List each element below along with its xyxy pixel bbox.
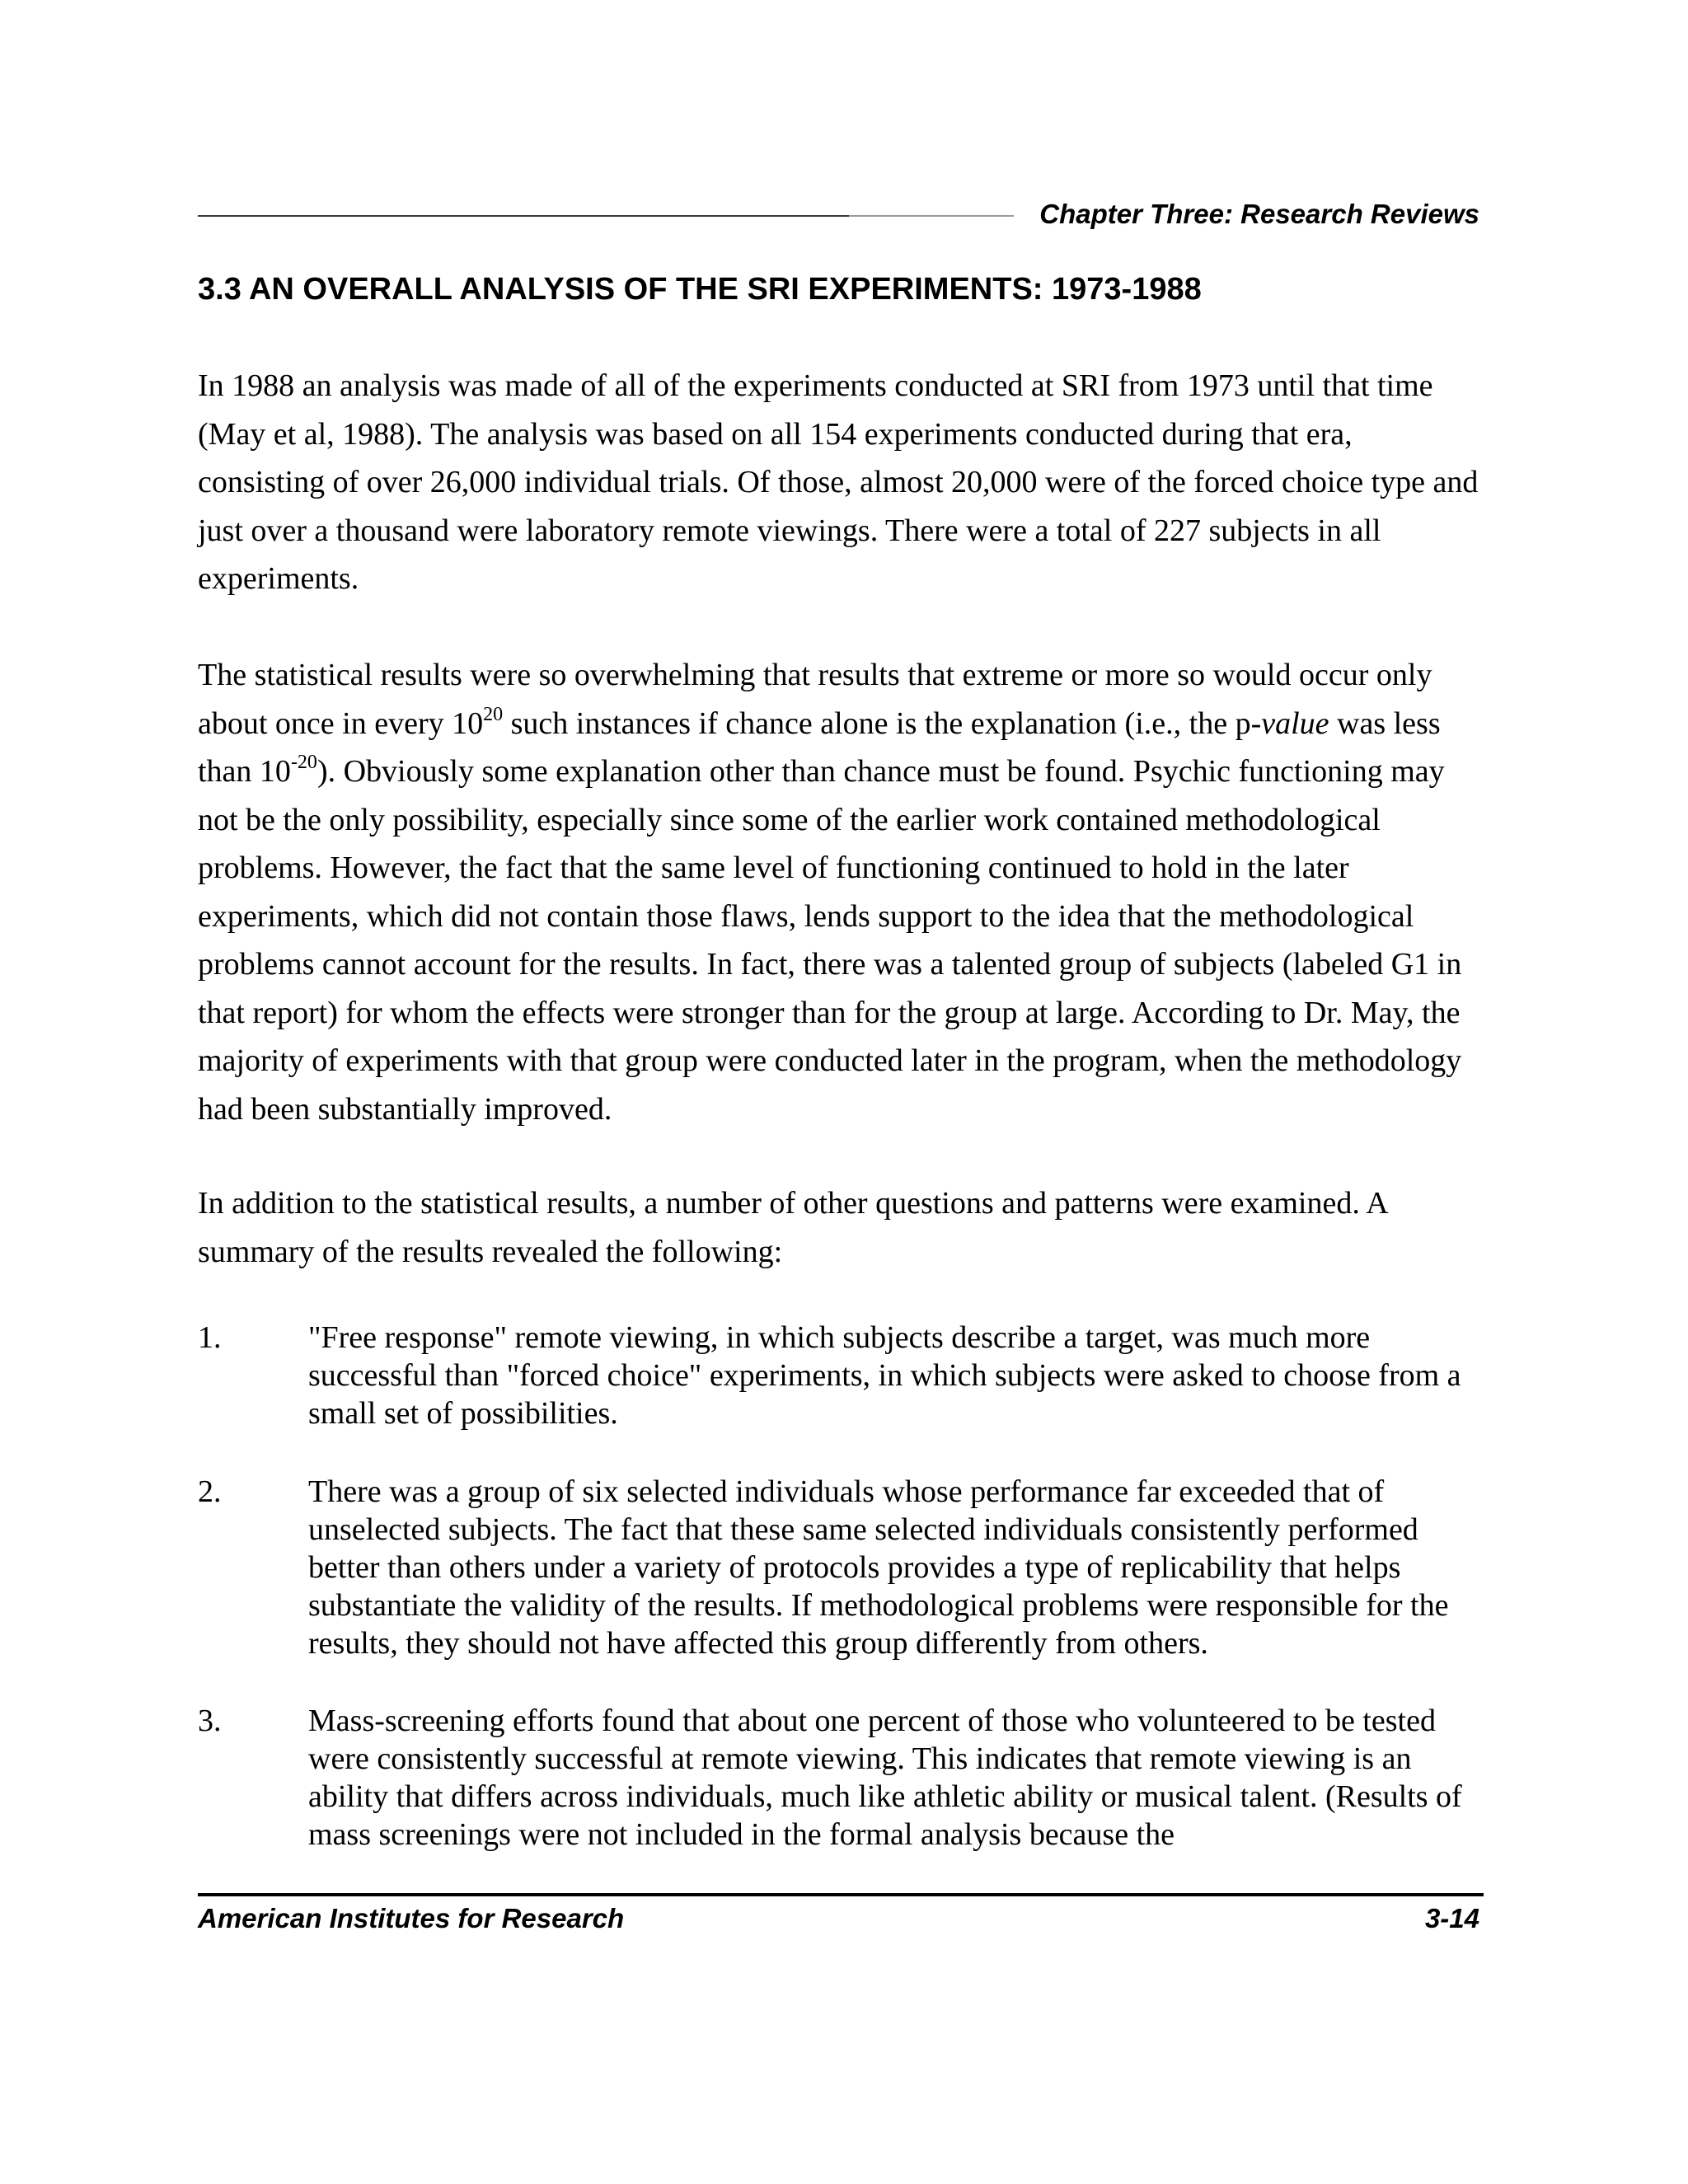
paragraph-1	[198, 362, 1484, 603]
list-text: "Free response" remote viewing, in which subjects describe a target, was much more successful than "forced choice" experiments, in which subjects were asked to choose from a small set of possibilities.	[308, 1320, 1461, 1431]
paragraph-2	[198, 651, 1484, 1133]
paragraph-3-text: In addition to the statistical results, a number of other questions and patterns were examined. A summary of the results revealed the following:	[198, 1186, 1387, 1269]
paragraph-2-part4: ). Obviously some explanation other than chance must be found. Psychic functioning may not be the only possibility, especially since some of the earlier work contained methodological problems. However, the fact that the same level of functioning continued to hold in the later experiments, which did not contain those flaws, lends support to the idea that the methodological problems cannot account for the results. In fact, there was a talented group of subjects (labeled G1 in that report) for whom the effects were stronger than for the group at large. According to Dr. May, the majority of experiments with that group were conducted later in the program, when the methodology had been substantially improved.	[198, 754, 1462, 1127]
list-item	[198, 1473, 1484, 1662]
list-item	[198, 1319, 1484, 1432]
paragraph-2-text	[198, 651, 1484, 1133]
exponent-minus-20: -20	[290, 752, 317, 773]
paragraph-2-part1: The statistical results were so overwhelming that results that extreme or more so would occur only about once in every 10	[198, 658, 1432, 741]
exponent-20: 20	[483, 703, 504, 725]
list-item-1	[198, 1319, 1484, 1432]
list-item	[198, 1702, 1484, 1854]
paragraph-2-part3: was less than 10	[198, 705, 1441, 789]
italic-value: value	[1261, 705, 1329, 741]
list-number: 2.	[198, 1474, 222, 1509]
list-item-3	[198, 1702, 1484, 1854]
list-text: There was a group of six selected individuals whose performance far exceeded that of unselected subjects. The fact that these same selected individuals consistently performed better than others under a variety of protocols provides a type of replicability that helps substantiate the validity of the results. If methodological problems were responsible for the results, they should not have affected this group differently from others.	[308, 1474, 1449, 1661]
footer-rule	[198, 1893, 1484, 1896]
list-number: 1.	[198, 1320, 222, 1355]
paragraph-2-part2: such instances if chance alone is the explanation (i.e., the p-	[503, 705, 1262, 741]
header-rule-fade	[849, 215, 1014, 217]
list-item-2	[198, 1473, 1484, 1662]
chapter-title: Chapter Three: Research Reviews	[1039, 199, 1479, 229]
list-number: 3.	[198, 1704, 222, 1738]
paragraph-1-text: In 1988 an analysis was made of all of the experiments conducted at SRI from 1973 until that time (May et al, 1988). The analysis was based on all 154 experiments conducted during that era, consisting of over 26,000 individual trials. Of those, almost 20,000 were of the forced choice type and just over a thousand were laboratory remote viewings. There were a total of 227 subjects in all experiments.	[198, 368, 1479, 596]
list-text: Mass-screening efforts found that about one percent of those who volunteered to be tested were consistently successful at remote viewing. This indicates that remote viewing is an ability that differs across individuals, much like athletic ability or musical talent. (Results of mass screenings were not included in the formal analysis because the	[308, 1704, 1462, 1852]
page-number: 3-14	[1424, 1903, 1479, 1933]
footer-organization: American Institutes for Research	[198, 1903, 625, 1933]
paragraph-3	[198, 1179, 1484, 1276]
section-heading: 3.3 AN OVERALL ANALYSIS OF THE SRI EXPERIMENTS: 1973-1988	[198, 272, 1202, 307]
